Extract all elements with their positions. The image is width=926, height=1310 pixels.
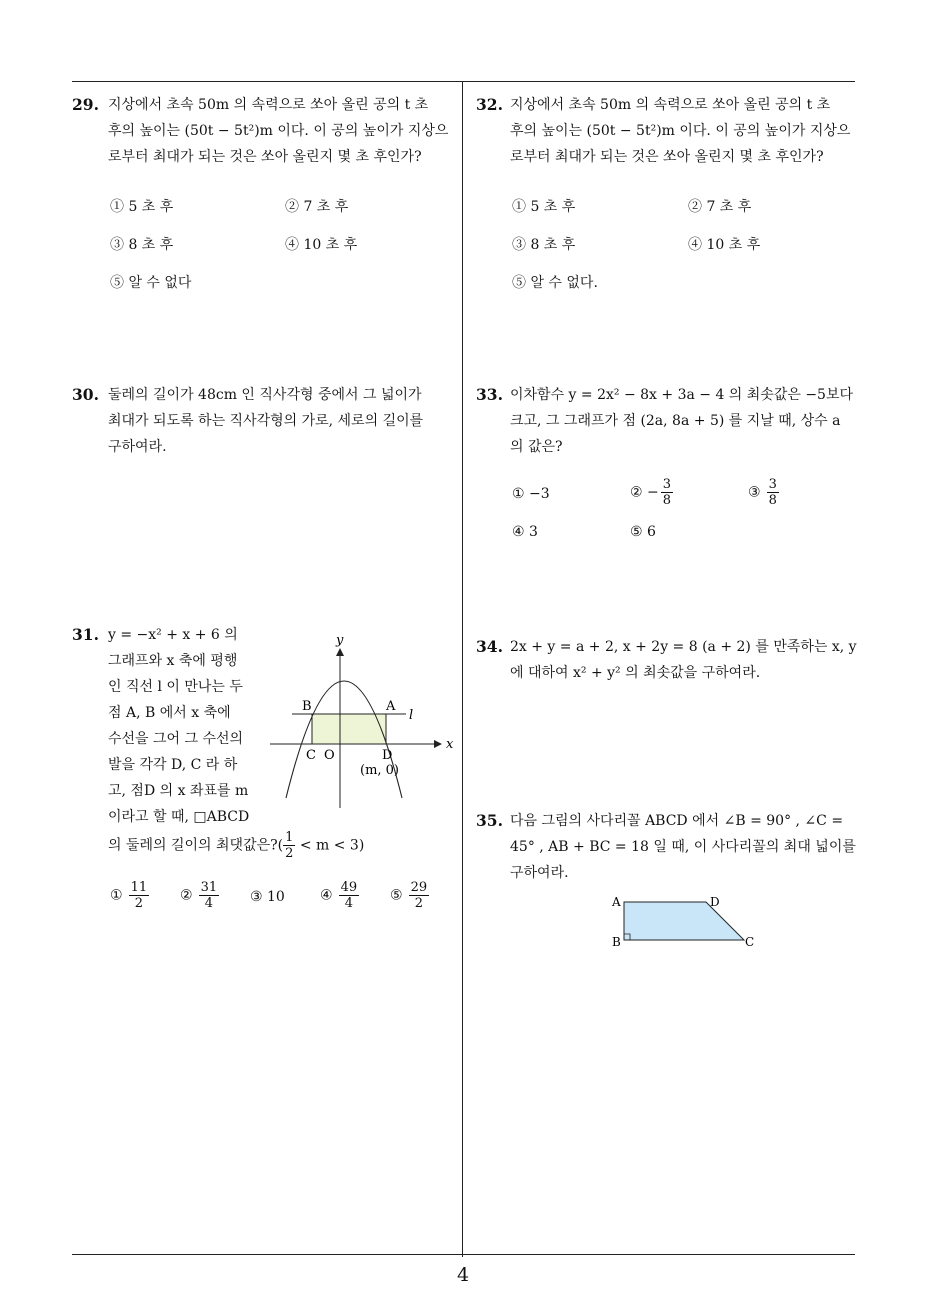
rectangle-abcd	[312, 714, 386, 744]
question-text	[108, 92, 448, 170]
label-d: D	[382, 748, 393, 763]
option-fraction	[339, 880, 360, 911]
question-line: 후의 높이는 (50t − 5t²)m 이다. 이 공의 높이가 지상으	[108, 123, 449, 139]
option-5[interactable]	[630, 524, 656, 540]
question-line: 고, 점D 의 x 좌표를 m	[108, 783, 249, 799]
question-text	[510, 808, 856, 886]
option-1[interactable]: ① 5 초 후	[512, 199, 576, 215]
option-4[interactable]: ④ 10 초 후	[285, 237, 358, 253]
page-number: 4	[456, 1264, 470, 1286]
fraction-numerator: 31	[200, 880, 218, 895]
option-mark: ④	[320, 887, 333, 904]
x-axis-arrow-icon	[434, 740, 442, 748]
label-y: y	[336, 633, 344, 648]
fraction-denominator: 2	[134, 896, 143, 911]
option-4[interactable]: ④ 10 초 후	[688, 237, 761, 253]
trapezoid-figure	[606, 892, 766, 954]
question-text	[510, 92, 850, 170]
fraction-numerator: 3	[662, 477, 672, 492]
option-4[interactable]	[512, 524, 538, 540]
question-line: 로부터 최대가 되는 것은 쏘아 올린지 몇 초 후인가?	[108, 149, 422, 165]
fraction-numerator: 3	[768, 477, 777, 492]
label-c: C	[745, 935, 755, 949]
fraction-denominator: 4	[204, 896, 213, 911]
y-axis-arrow-icon	[336, 648, 344, 656]
question-line: 이라고 할 때, □ABCD	[108, 809, 250, 825]
bottom-rule	[72, 1254, 855, 1255]
option-mark: ②	[630, 484, 643, 501]
option-mark: ①	[110, 887, 123, 904]
fraction-numerator: 29	[410, 880, 428, 895]
fraction-denominator: 2	[414, 896, 423, 911]
question-line: 크고, 그 그래프가 점 (2a, 8a + 5) 를 지날 때, 상수 a	[510, 413, 841, 429]
question-line: 로부터 최대가 되는 것은 쏘아 올린지 몇 초 후인가?	[510, 149, 824, 165]
option-value: 3	[529, 524, 538, 540]
question-text	[510, 634, 857, 686]
fraction-denominator: 8	[662, 493, 672, 508]
question-line: 지상에서 초속 50m 의 속력으로 쏘아 올린 공의 t 초	[510, 97, 831, 113]
option-2[interactable]: ② 7 초 후	[285, 199, 349, 215]
label-x: x	[446, 737, 454, 752]
option-mark: ②	[180, 887, 193, 904]
question-number: 35.	[476, 811, 503, 830]
label-m0: (m, 0)	[360, 763, 400, 778]
question-line: 구하여라.	[510, 865, 569, 881]
option-fraction	[767, 477, 779, 508]
question-text	[510, 382, 853, 460]
option-mark: ⑤	[390, 887, 403, 904]
option-value: 10	[267, 889, 285, 905]
option-4[interactable]	[320, 880, 359, 911]
option-mark: ①	[512, 486, 525, 502]
fraction-denominator: 8	[768, 493, 777, 508]
question-line: y = −x² + x + 6 의	[108, 627, 238, 643]
option-fraction	[199, 880, 220, 911]
option-value: 6	[647, 524, 656, 540]
fraction-numerator: 49	[340, 880, 358, 895]
label-a: A	[612, 895, 621, 909]
option-fraction	[129, 880, 150, 911]
question-line: 점 A, B 에서 x 축에	[108, 705, 231, 721]
label-o: O	[324, 748, 335, 763]
option-mark: ④	[512, 524, 525, 540]
question-number: 30.	[72, 385, 99, 404]
option-3[interactable]	[250, 889, 285, 905]
last-line-prefix: 의 둘레의 길이의 최댓값은?(	[108, 837, 284, 854]
top-rule	[72, 81, 855, 82]
label-l: l	[409, 708, 414, 723]
last-line-suffix: < m < 3)	[295, 837, 365, 854]
question-number: 34.	[476, 637, 503, 656]
column-divider	[462, 81, 463, 1257]
question-number: 29.	[72, 95, 99, 114]
option-mark: ③	[250, 889, 263, 905]
option-fraction	[661, 477, 673, 508]
option-3[interactable]	[748, 477, 779, 508]
option-fraction	[409, 880, 430, 911]
label-a: A	[386, 699, 396, 714]
option-5[interactable]: ⑤ 알 수 없다.	[512, 275, 598, 291]
question-number: 33.	[476, 385, 503, 404]
question-line: 45° , AB + BC = 18 일 때, 이 사다리꼴의 최대 넓이를	[510, 839, 856, 855]
option-mark: ⑤	[630, 524, 643, 540]
question-line: 의 값은?	[510, 439, 563, 455]
option-2[interactable]	[180, 880, 219, 911]
question-line: 최대가 되도록 하는 직사각형의 가로, 세로의 길이를	[108, 413, 424, 429]
option-1[interactable]	[110, 880, 149, 911]
question-text	[108, 382, 423, 460]
fraction-denominator: 2	[285, 846, 294, 861]
option-sign: −	[647, 484, 659, 501]
fraction-numerator: 11	[130, 880, 148, 895]
parabola-figure	[266, 628, 462, 810]
option-3[interactable]: ③ 8 초 후	[512, 237, 576, 253]
label-b: B	[302, 699, 312, 714]
question-line: 에 대하여 x² + y² 의 최솟값을 구하여라.	[510, 665, 761, 681]
question-line-last	[108, 830, 364, 860]
question-number: 31.	[72, 625, 99, 644]
trapezoid-abcd	[624, 902, 744, 940]
question-line: 다음 그림의 사다리꼴 ABCD 에서 ∠B = 90° , ∠C =	[510, 813, 844, 829]
option-5[interactable]: ⑤ 알 수 없다	[110, 275, 192, 291]
option-1[interactable]: ① 5 초 후	[110, 199, 174, 215]
question-line: 인 직선 l 이 만나는 두	[108, 679, 243, 695]
question-line: 수선을 그어 그 수선의	[108, 731, 244, 747]
option-3[interactable]: ③ 8 초 후	[110, 237, 174, 253]
label-c: C	[306, 748, 316, 763]
option-2[interactable]: ② 7 초 후	[688, 199, 752, 215]
label-b: B	[612, 935, 621, 949]
option-2[interactable]	[630, 477, 673, 508]
fraction-numerator: 1	[285, 830, 294, 845]
question-line: 지상에서 초속 50m 의 속력으로 쏘아 올린 공의 t 초	[108, 97, 429, 113]
option-value: −3	[529, 486, 550, 502]
option-1[interactable]	[512, 486, 550, 502]
question-line: 후의 높이는 (50t − 5t²)m 이다. 이 공의 높이가 지상으	[510, 123, 851, 139]
question-number: 32.	[476, 95, 503, 114]
question-line: 2x + y = a + 2, x + 2y = 8 (a + 2) 를 만족하는 x, y	[510, 639, 857, 655]
question-line: 구하여라.	[108, 439, 167, 455]
range-fraction	[283, 830, 295, 861]
question-line: 이차함수 y = 2x² − 8x + 3a − 4 의 최솟값은 −5보다	[510, 387, 854, 403]
option-5[interactable]	[390, 880, 429, 911]
question-line: 발을 각각 D, C 라 하	[108, 757, 238, 773]
fraction-denominator: 4	[344, 896, 353, 911]
option-mark: ③	[748, 484, 761, 501]
question-line: 그래프와 x 축에 평행	[108, 653, 238, 669]
label-d: D	[710, 895, 720, 909]
question-line: 둘레의 길이가 48cm 인 직사각형 중에서 그 넓이가	[108, 387, 422, 403]
